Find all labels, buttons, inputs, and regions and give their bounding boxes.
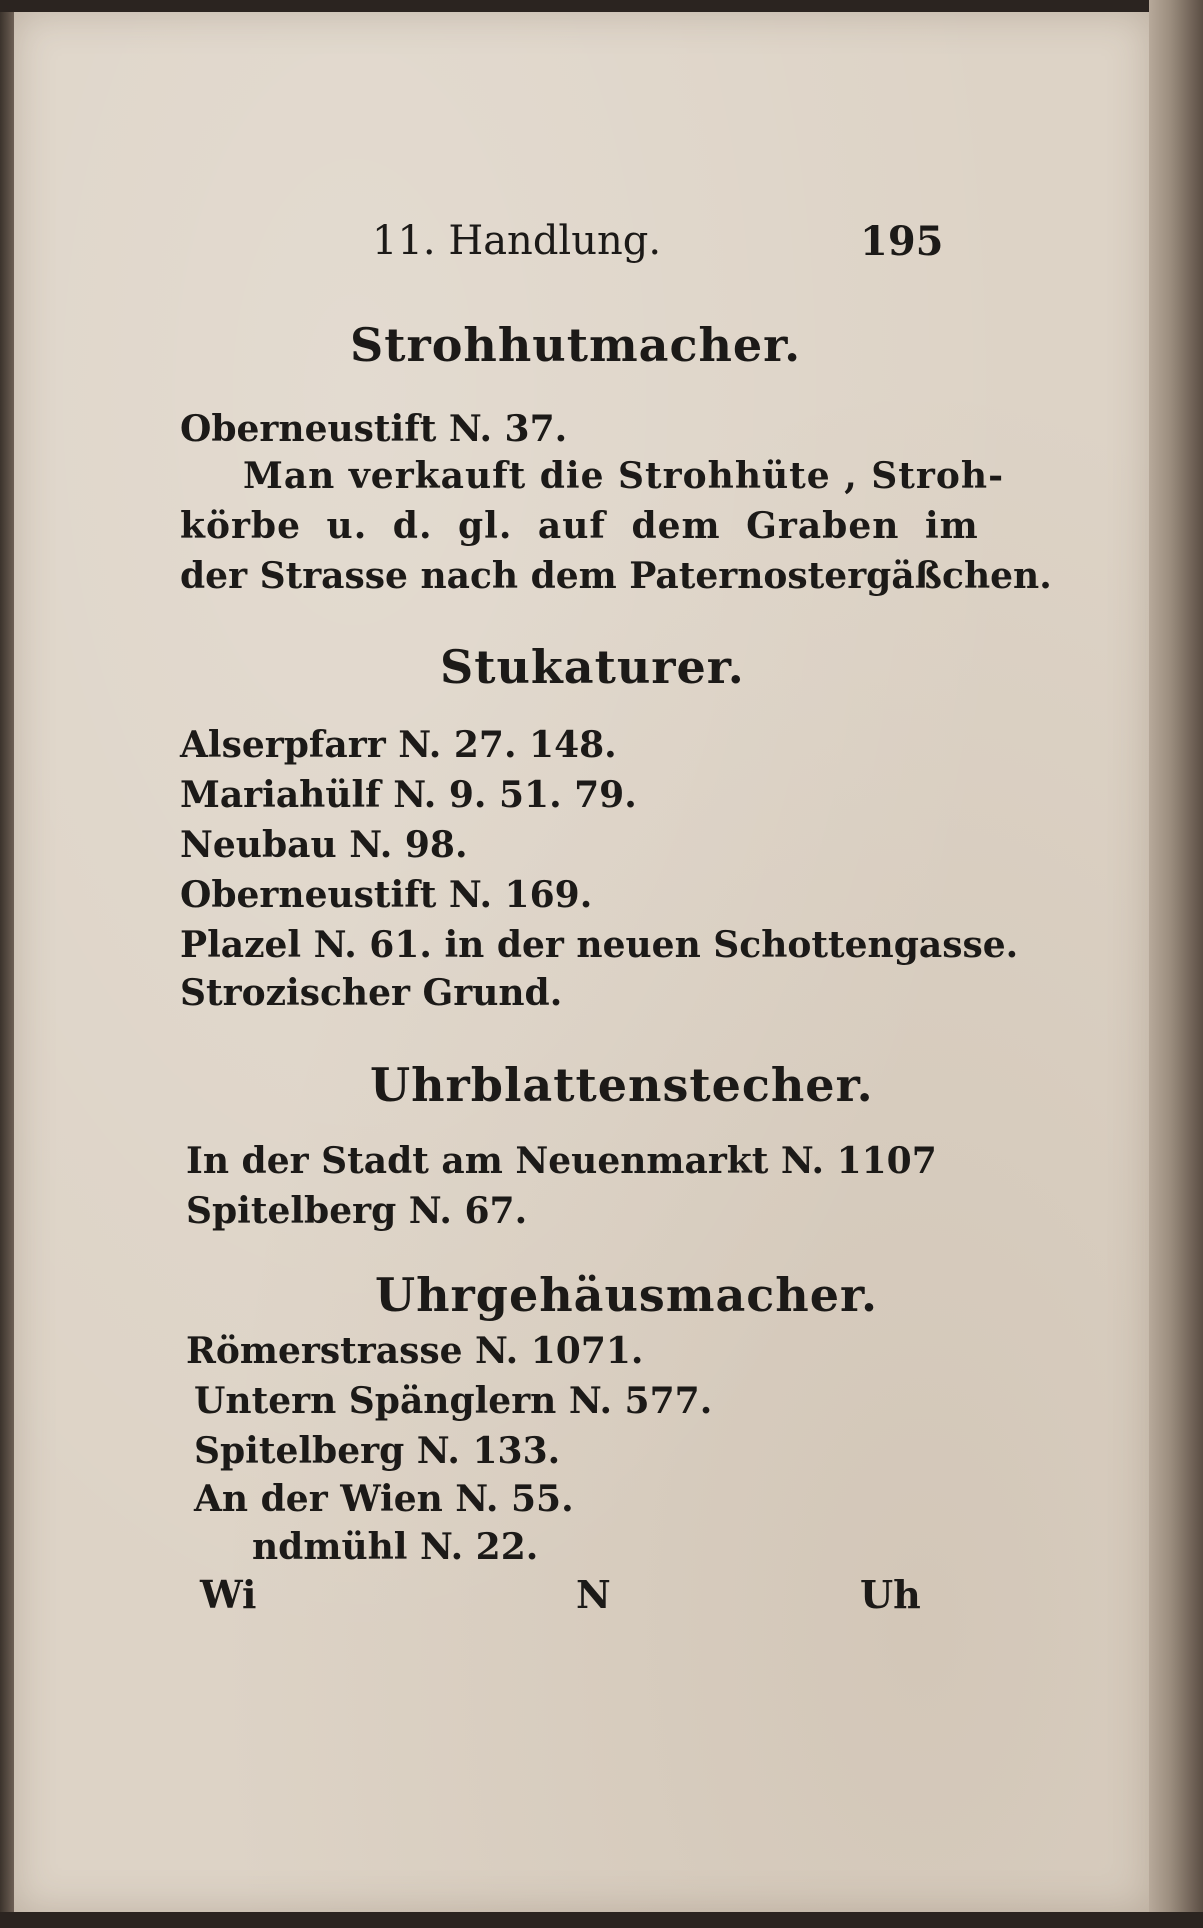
entry-line: Strozischer Grund. — [180, 972, 563, 1014]
catchword-left: Wi — [200, 1572, 257, 1617]
top-page-edge — [0, 0, 1203, 12]
catchword-right: Uh — [860, 1572, 921, 1617]
page-number: 195 — [860, 218, 944, 265]
entry-line: An der Wien N. 55. — [194, 1478, 574, 1520]
entry-line: Spitelberg N. 67. — [186, 1190, 528, 1232]
catchword-center: N — [576, 1572, 611, 1617]
section-heading-uhrgehaeusmacher: Uhrgehäusmacher. — [375, 1268, 879, 1322]
section-heading-stukaturer: Stukaturer. — [440, 640, 745, 694]
running-head-title: 11. Handlung. — [372, 218, 662, 264]
entry-line: Spitelberg N. 133. — [194, 1430, 561, 1472]
entry-line: Untern Spänglern N. 577. — [194, 1380, 713, 1422]
entry-line: Römerstrasse N. 1071. — [186, 1330, 644, 1372]
section-heading-uhrblattenstecher: Uhrblattenstecher. — [370, 1058, 874, 1112]
left-page-edge — [0, 0, 14, 1928]
entry-line: Oberneustift N. 169. — [180, 874, 593, 916]
body-line: körbe u. d. gl. auf dem Graben im — [180, 505, 979, 547]
bottom-page-edge — [0, 1912, 1203, 1928]
entry-line: ndmühl N. 22. — [252, 1526, 539, 1568]
entry-line: Plazel N. 61. in der neuen Schottengasse. — [180, 924, 1019, 966]
entry-line: Neubau N. 98. — [180, 824, 468, 866]
right-page-edge — [1149, 0, 1203, 1928]
body-line: der Strasse nach dem Paternostergäßchen. — [180, 555, 1052, 597]
entry-line: Alserpfarr N. 27. 148. — [180, 724, 617, 766]
entry-line: In der Stadt am Neuenmarkt N. 1107 — [186, 1140, 937, 1182]
entry-line: Mariahülf N. 9. 51. 79. — [180, 774, 637, 816]
body-line: Man verkauft die Strohhüte , Stroh- — [243, 455, 1005, 497]
section-heading-strohhutmacher: Strohhutmacher. — [350, 318, 802, 372]
entry-line: Oberneustift N. 37. — [180, 408, 568, 450]
